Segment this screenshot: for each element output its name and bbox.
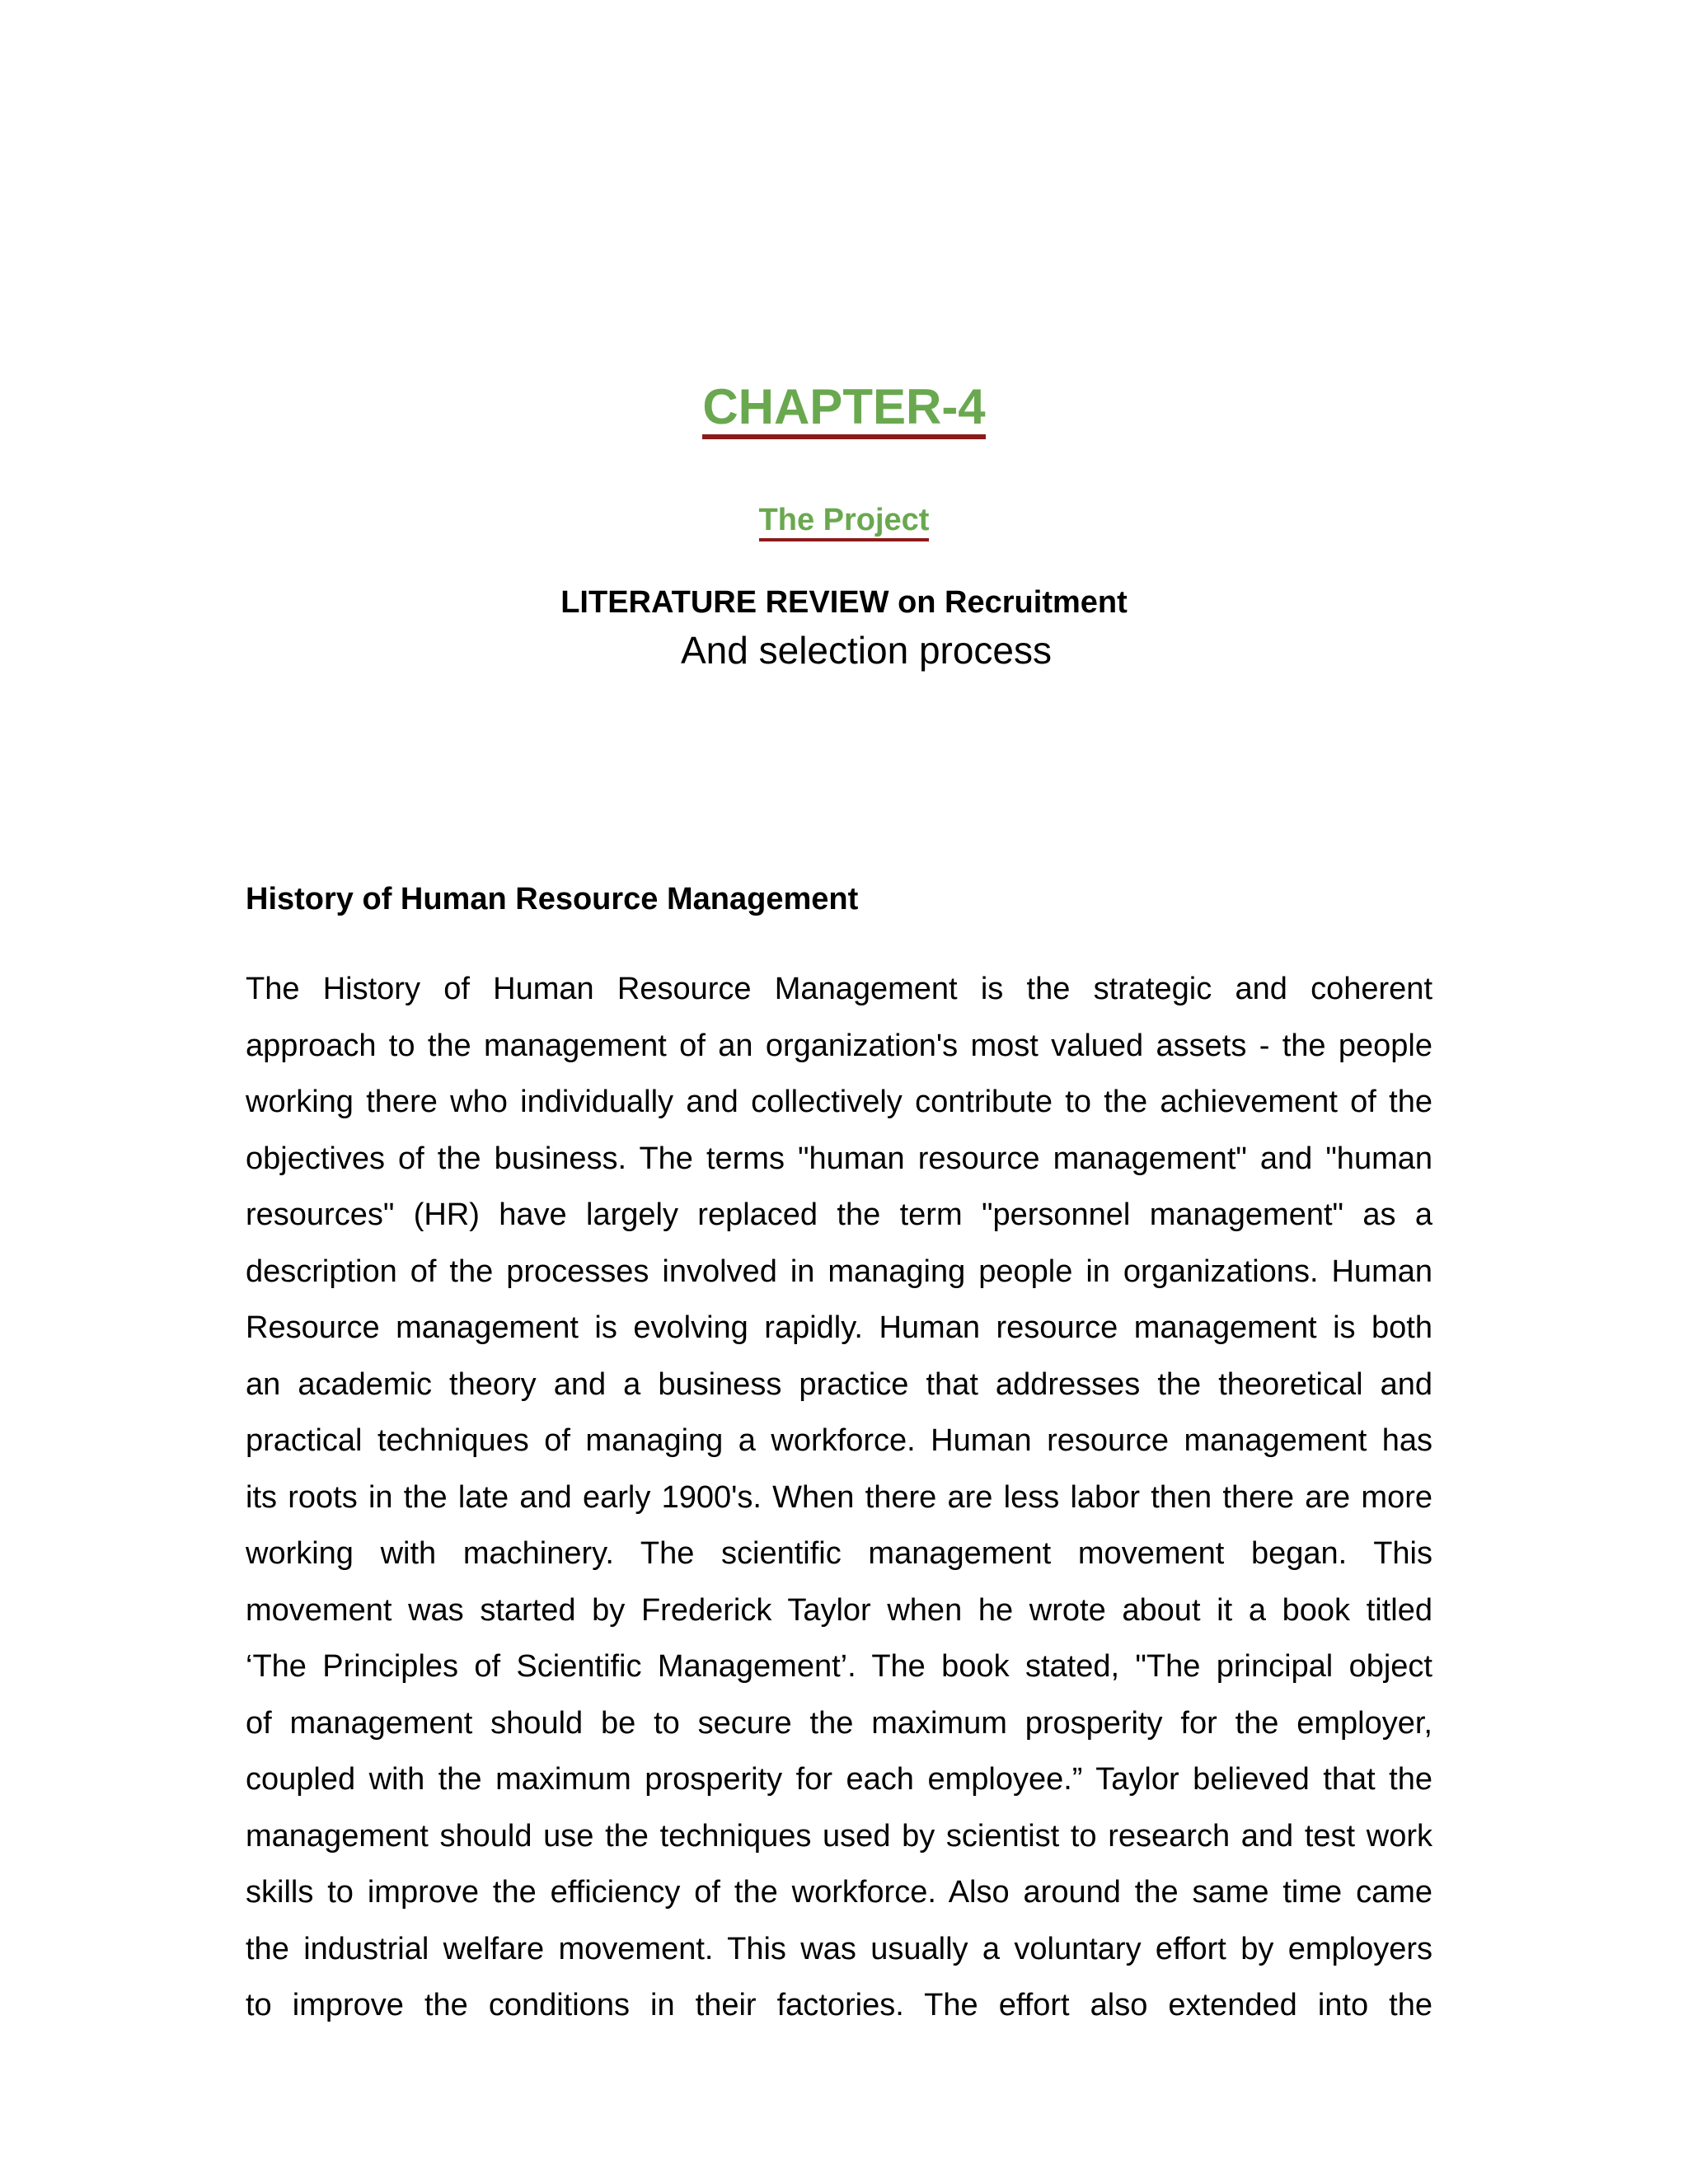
paragraph-line: The History of Human Resource Management is the strategic and coherent xyxy=(246,972,1432,1006)
project-title xyxy=(0,499,1688,541)
paragraph-line: its roots in the late and early 1900's. When there are less labor then there are more xyxy=(246,1479,1432,1515)
paragraph-line: resources" (HR) have largely replaced the term "personnel management" as a xyxy=(246,1197,1432,1232)
chapter-title-text: CHAPTER-4 xyxy=(702,380,985,439)
paragraph-line: working there who individually and collectively contribute to the achievement of the xyxy=(246,1085,1432,1119)
paragraph-line: approach to the management of an organization's most valued assets - the people xyxy=(246,1028,1432,1063)
paragraph-line: skills to improve the efficiency of the workforce. Also around the same time came xyxy=(246,1875,1432,1910)
section-heading: History of Human Resource Management xyxy=(246,882,859,916)
paragraph-line: ‘The Principles of Scientific Management’. The book stated, "The principal object xyxy=(246,1649,1432,1684)
paragraph-line: coupled with the maximum prosperity for each employee.” Taylor believed that the xyxy=(246,1762,1432,1797)
selection-process-subtitle: And selection process xyxy=(680,629,1053,672)
project-title-text: The Project xyxy=(759,502,930,541)
paragraph-line: objectives of the business. The terms "human resource management" and "human xyxy=(246,1141,1432,1176)
paragraph-line: management should use the techniques used by scientist to research and test work xyxy=(246,1818,1432,1854)
paragraph-line: movement was started by Frederick Taylor when he wrote about it a book titled xyxy=(246,1592,1432,1628)
paragraph-line: to improve the conditions in their factories. The effort also extended into the xyxy=(246,1988,1432,2022)
paragraph-line: description of the processes involved in managing people in organizations. Human xyxy=(246,1254,1432,1289)
paragraph-line: an academic theory and a business practice that addresses the theoretical and xyxy=(246,1366,1432,1402)
body-paragraph xyxy=(246,961,1432,2034)
paragraph-line: the industrial welfare movement. This was usually a voluntary effort by employers xyxy=(246,1931,1432,1966)
chapter-title xyxy=(0,377,1688,439)
paragraph-line: of management should be to secure the maximum prosperity for the employer, xyxy=(246,1705,1432,1741)
paragraph-line: Resource management is evolving rapidly. Human resource management is both xyxy=(246,1310,1432,1345)
paragraph-line: working with machinery. The scientific management movement began. This xyxy=(246,1536,1432,1571)
literature-review-title: LITERATURE REVIEW on Recruitment xyxy=(560,585,1128,620)
paragraph-line: practical techniques of managing a workforce. Human resource management has xyxy=(246,1423,1432,1458)
